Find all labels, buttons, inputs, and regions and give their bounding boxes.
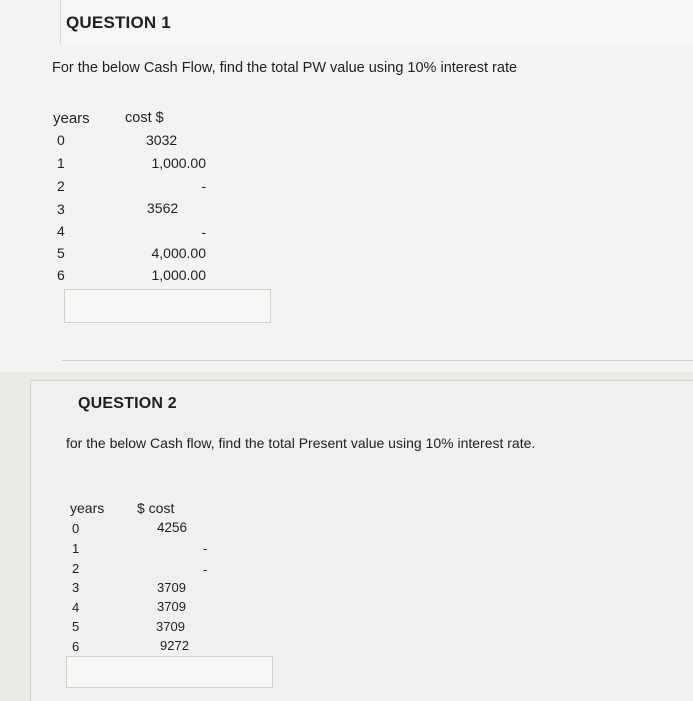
q1-year-cell: 5 [57, 245, 65, 261]
q1-cost-cell: 3032 [146, 132, 178, 148]
q1-years-header: years [53, 110, 90, 127]
q2-year-cell: 5 [72, 619, 80, 634]
q1-cost-cell: 1,000.00 [151, 267, 206, 283]
q1-cost-header: cost $ [125, 110, 164, 126]
q2-year-cell: 2 [72, 561, 80, 576]
q1-year-cell: 4 [57, 223, 65, 239]
q2-cost-cell: 9272 [160, 638, 189, 653]
question-2-prompt: for the below Cash flow, find the total Present value using 10% interest rate. [66, 435, 536, 451]
question-2-panel [30, 380, 693, 701]
q2-cost-cell: 4256 [157, 520, 188, 535]
q2-cost-cell: - [203, 541, 208, 556]
q2-year-cell: 1 [72, 541, 80, 556]
q1-year-cell: 6 [57, 267, 65, 283]
q2-cost-cell: - [203, 562, 208, 577]
q2-cost-cell: 3709 [157, 580, 186, 595]
q2-cost-header: $ cost [137, 500, 175, 516]
question-2-answer-input[interactable] [66, 656, 273, 688]
q1-cost-cell: 4,000.00 [151, 245, 206, 261]
section-divider [62, 360, 693, 361]
question-1-answer-input[interactable] [64, 289, 271, 323]
q2-year-cell: 6 [72, 639, 80, 654]
q2-year-cell: 4 [72, 600, 80, 615]
q1-year-cell: 0 [57, 132, 65, 148]
q1-year-cell: 2 [57, 178, 65, 194]
q1-cost-cell: 1,000.00 [151, 155, 206, 171]
question-1-prompt: For the below Cash Flow, find the total PW value using 10% interest rate [52, 60, 518, 76]
question-2-title: QUESTION 2 [78, 395, 177, 412]
question-1-title: QUESTION 1 [66, 13, 171, 32]
q1-cost-cell: - [201, 178, 206, 194]
q1-year-cell: 1 [57, 155, 65, 171]
q2-cost-cell: 3709 [157, 599, 186, 614]
q1-cost-cell: 3562 [147, 200, 179, 216]
q1-year-cell: 3 [57, 201, 65, 217]
q1-cost-cell: - [201, 224, 206, 240]
q2-years-header: years [70, 500, 105, 516]
q2-year-cell: 0 [72, 521, 80, 536]
q2-cost-cell: 3709 [156, 619, 185, 634]
q2-year-cell: 3 [72, 580, 80, 595]
